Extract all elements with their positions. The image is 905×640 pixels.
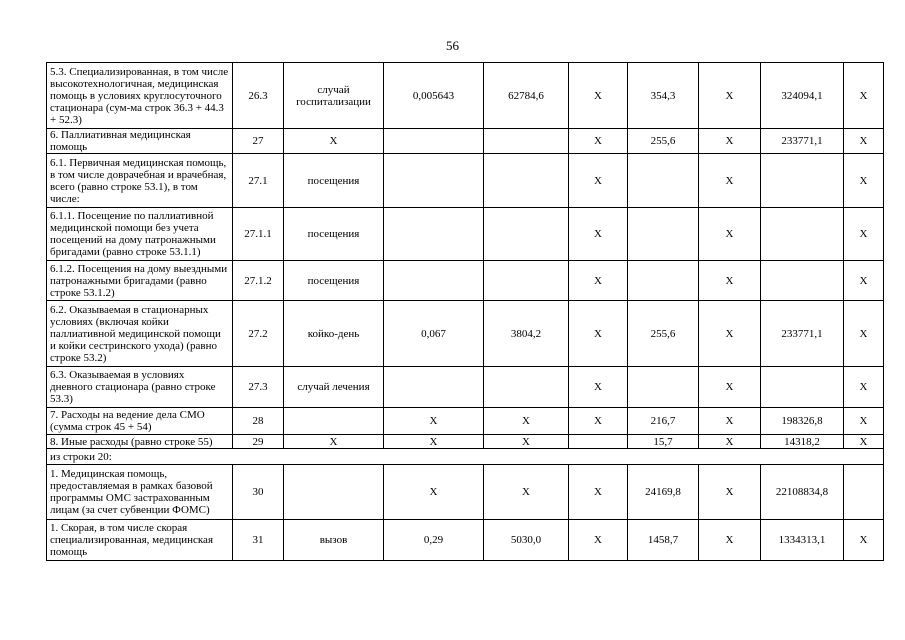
- cell-c7: 255,6: [628, 301, 699, 367]
- table-row-r-1-amb: [47, 520, 884, 561]
- cell-c10: X: [844, 520, 884, 561]
- cell-c10: X: [844, 408, 884, 435]
- from-row-label: из строки 20:: [47, 449, 884, 465]
- cell-name: 6.3. Оказываемая в условиях дневного стационара (равно строке 53.3): [47, 367, 233, 408]
- cell-c9: 14318,2: [761, 435, 844, 449]
- cell-name: 8. Иные расходы (равно строке 55): [47, 435, 233, 449]
- cell-c4: X: [384, 408, 484, 435]
- cell-c8: X: [699, 261, 761, 301]
- cell-line: 30: [233, 465, 284, 520]
- table-row-r-6-1: [47, 154, 884, 208]
- cell-c7: [628, 154, 699, 208]
- cell-c6: X: [569, 63, 628, 129]
- cell-c5: X: [484, 435, 569, 449]
- cell-c6: X: [569, 465, 628, 520]
- cell-c5: 62784,6: [484, 63, 569, 129]
- cell-c8: X: [699, 208, 761, 261]
- cell-line: 28: [233, 408, 284, 435]
- cell-c5: [484, 367, 569, 408]
- cell-name: 7. Расходы на ведение дела СМО (сумма строк 45 + 54): [47, 408, 233, 435]
- cell-c8: X: [699, 465, 761, 520]
- cell-c10: [844, 465, 884, 520]
- page-number: 56: [446, 38, 459, 53]
- table-row-r-6-1-1: [47, 208, 884, 261]
- cell-c10: X: [844, 129, 884, 154]
- cell-c4: 0,067: [384, 301, 484, 367]
- cell-name: 1. Скорая, в том числе скорая специализированная, медицинская помощь: [47, 520, 233, 561]
- cell-unit: X: [284, 435, 384, 449]
- cell-name: 6. Паллиативная медицинская помощь: [47, 129, 233, 154]
- table-row-from: [47, 449, 884, 465]
- table-row-r-1: [47, 465, 884, 520]
- cell-c5: 3804,2: [484, 301, 569, 367]
- cell-c4: 0,005643: [384, 63, 484, 129]
- cell-c7: [628, 208, 699, 261]
- cell-unit: случай госпитализации: [284, 63, 384, 129]
- table-row-r-6: [47, 129, 884, 154]
- cell-c8: X: [699, 63, 761, 129]
- cell-c7: 354,3: [628, 63, 699, 129]
- cell-c5: 5030,0: [484, 520, 569, 561]
- cell-c10: X: [844, 301, 884, 367]
- cell-name: 6.2. Оказываемая в стационарных условиях (включая койки паллиативной медицинской помощи и койки сестринского ухода) (равно строке 53.2): [47, 301, 233, 367]
- table-row-r-7: [47, 408, 884, 435]
- cell-c7: 15,7: [628, 435, 699, 449]
- cell-c4: [384, 154, 484, 208]
- cell-c7: [628, 367, 699, 408]
- cell-c10: X: [844, 208, 884, 261]
- cell-c9: 233771,1: [761, 129, 844, 154]
- cell-c5: X: [484, 465, 569, 520]
- cell-unit: [284, 408, 384, 435]
- cell-c5: [484, 154, 569, 208]
- cell-c6: X: [569, 261, 628, 301]
- cell-c9: 233771,1: [761, 301, 844, 367]
- cell-c6: X: [569, 408, 628, 435]
- cell-unit: X: [284, 129, 384, 154]
- cell-c5: X: [484, 408, 569, 435]
- cell-c6: X: [569, 520, 628, 561]
- cell-c5: [484, 261, 569, 301]
- cell-line: 27.2: [233, 301, 284, 367]
- cell-c9: 1334313,1: [761, 520, 844, 561]
- table-row-r-5-3: [47, 63, 884, 129]
- cell-unit: случай лечения: [284, 367, 384, 408]
- cell-c9: [761, 367, 844, 408]
- cell-c8: X: [699, 301, 761, 367]
- cell-c6: X: [569, 301, 628, 367]
- cell-c9: [761, 208, 844, 261]
- table-body: [47, 63, 884, 561]
- cell-c6: X: [569, 208, 628, 261]
- cell-c9: 324094,1: [761, 63, 844, 129]
- cell-name: 6.1.1. Посещение по паллиативной медицинской помощи без учета посещений на дому патронажными бригадами (равно строке 53.1.1): [47, 208, 233, 261]
- cell-line: 27.1: [233, 154, 284, 208]
- cell-line: 29: [233, 435, 284, 449]
- cell-c8: X: [699, 435, 761, 449]
- cell-c9: 22108834,8: [761, 465, 844, 520]
- cell-c4: [384, 261, 484, 301]
- cell-c8: X: [699, 129, 761, 154]
- cell-line: 31: [233, 520, 284, 561]
- cell-c6: [569, 435, 628, 449]
- cell-c7: 255,6: [628, 129, 699, 154]
- cell-name: 6.1. Первичная медицинская помощь, в том числе доврачебная и врачебная, всего (равно строке 53.1), в том числе:: [47, 154, 233, 208]
- table-row-r-6-3: [47, 367, 884, 408]
- cell-c10: X: [844, 367, 884, 408]
- cell-c6: X: [569, 129, 628, 154]
- cell-name: 1. Медицинская помощь, предоставляемая в рамках базовой программы ОМС застрахованным лицам (за счет субвенции ФОМС): [47, 465, 233, 520]
- cell-c10: X: [844, 154, 884, 208]
- cell-c6: X: [569, 367, 628, 408]
- cell-c7: 1458,7: [628, 520, 699, 561]
- table-row-r-6-1-2: [47, 261, 884, 301]
- cell-c8: X: [699, 154, 761, 208]
- cell-unit: посещения: [284, 261, 384, 301]
- cell-c4: [384, 129, 484, 154]
- cell-c9: [761, 154, 844, 208]
- table-row-r-6-2: [47, 301, 884, 367]
- cell-c9: 198326,8: [761, 408, 844, 435]
- cell-line: 27.1.1: [233, 208, 284, 261]
- financing-table: [46, 62, 884, 561]
- cell-c8: X: [699, 408, 761, 435]
- cell-c9: [761, 261, 844, 301]
- cell-name: 6.1.2. Посещения на дому выездными патронажными бригадами (равно строке 53.1.2): [47, 261, 233, 301]
- cell-unit: посещения: [284, 154, 384, 208]
- cell-c4: [384, 208, 484, 261]
- cell-unit: посещения: [284, 208, 384, 261]
- cell-c7: 24169,8: [628, 465, 699, 520]
- cell-line: 27: [233, 129, 284, 154]
- cell-c10: X: [844, 435, 884, 449]
- cell-c8: X: [699, 520, 761, 561]
- cell-line: 27.1.2: [233, 261, 284, 301]
- cell-c5: [484, 129, 569, 154]
- cell-line: 26.3: [233, 63, 284, 129]
- cell-unit: вызов: [284, 520, 384, 561]
- cell-c4: 0,29: [384, 520, 484, 561]
- cell-c10: X: [844, 63, 884, 129]
- cell-name: 5.3. Специализированная, в том числе высокотехнологичная, медицинская помощь в условиях круглосуточного стационара (сум-ма строк 36.3 + 44.3 + 52.3): [47, 63, 233, 129]
- cell-c7: 216,7: [628, 408, 699, 435]
- cell-c4: X: [384, 465, 484, 520]
- cell-c5: [484, 208, 569, 261]
- cell-unit: [284, 465, 384, 520]
- cell-c6: X: [569, 154, 628, 208]
- cell-line: 27.3: [233, 367, 284, 408]
- table-row-r-8: [47, 435, 884, 449]
- cell-c8: X: [699, 367, 761, 408]
- cell-c4: X: [384, 435, 484, 449]
- cell-c7: [628, 261, 699, 301]
- cell-c10: X: [844, 261, 884, 301]
- cell-unit: койко-день: [284, 301, 384, 367]
- cell-c4: [384, 367, 484, 408]
